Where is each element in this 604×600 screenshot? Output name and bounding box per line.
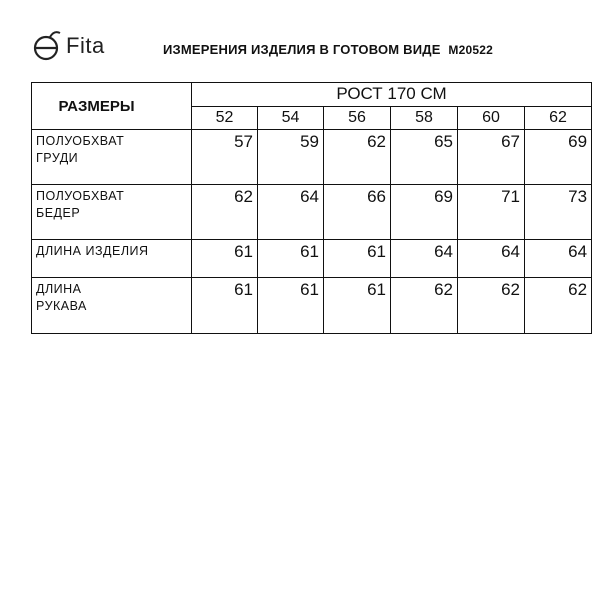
table-row	[32, 278, 592, 334]
table-header-row	[32, 83, 592, 107]
value-cell: 62	[324, 130, 391, 185]
value-cell: 59	[258, 130, 324, 185]
row-label-line1: ДЛИНА	[36, 282, 82, 296]
row-label-line2: ГРУДИ	[36, 151, 79, 165]
value-cell: 61	[192, 278, 258, 334]
row-label-line1: ПОЛУОБХВАТ	[36, 134, 125, 148]
value-cell: 61	[258, 240, 324, 278]
row-label-line2: РУКАВА	[36, 299, 87, 313]
table-row	[32, 185, 592, 240]
size-table	[31, 82, 592, 334]
value-cell: 61	[258, 278, 324, 334]
size-cell: 56	[324, 106, 391, 130]
value-cell: 61	[192, 240, 258, 278]
value-cell: 62	[391, 278, 458, 334]
value-cell: 61	[324, 240, 391, 278]
height-label: РОСТ 170 СМ	[192, 83, 592, 107]
row-label	[32, 185, 192, 240]
size-cell: 58	[391, 106, 458, 130]
size-cell: 62	[525, 106, 592, 130]
size-cell: 60	[458, 106, 525, 130]
product-code: M20522	[448, 43, 493, 57]
table-row	[32, 130, 592, 185]
value-cell: 62	[458, 278, 525, 334]
value-cell: 62	[192, 185, 258, 240]
size-cell: 52	[192, 106, 258, 130]
row-label	[32, 130, 192, 185]
title-text: ИЗМЕРЕНИЯ ИЗДЕЛИЯ В ГОТОВОМ ВИДЕ	[163, 42, 441, 57]
page-title	[163, 42, 493, 57]
value-cell: 64	[391, 240, 458, 278]
size-cell: 54	[258, 106, 324, 130]
brand-name: Fita	[66, 33, 105, 58]
value-cell: 64	[258, 185, 324, 240]
value-cell: 65	[391, 130, 458, 185]
value-cell: 73	[525, 185, 592, 240]
brand-logo	[32, 28, 105, 64]
table-row	[32, 240, 592, 278]
value-cell: 71	[458, 185, 525, 240]
value-cell: 69	[525, 130, 592, 185]
value-cell: 64	[525, 240, 592, 278]
row-label	[32, 240, 192, 278]
row-label	[32, 278, 192, 334]
value-cell: 57	[192, 130, 258, 185]
corner-label: РАЗМЕРЫ	[32, 83, 192, 130]
fita-logo-icon	[32, 29, 62, 63]
value-cell: 64	[458, 240, 525, 278]
value-cell: 66	[324, 185, 391, 240]
row-label-line1: ДЛИНА ИЗДЕЛИЯ	[36, 244, 149, 258]
row-label-line1: ПОЛУОБХВАТ	[36, 189, 125, 203]
value-cell: 62	[525, 278, 592, 334]
value-cell: 61	[324, 278, 391, 334]
value-cell: 69	[391, 185, 458, 240]
value-cell: 67	[458, 130, 525, 185]
row-label-line2: БЕДЕР	[36, 206, 81, 220]
